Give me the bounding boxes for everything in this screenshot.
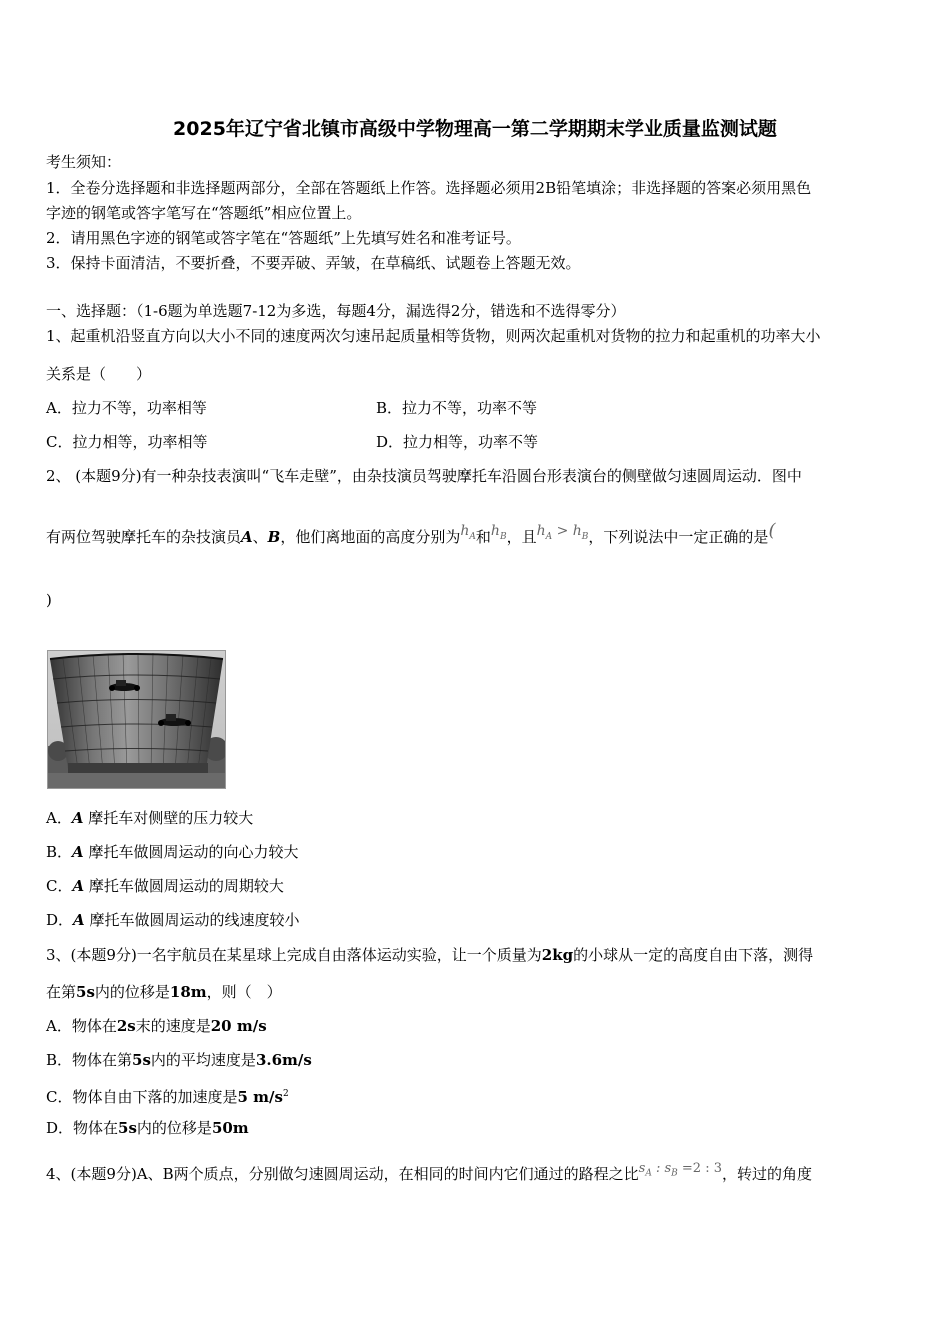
notice-heading: 考生须知： — [46, 153, 122, 171]
q1-option-b: B．拉力不等，功率不等 — [376, 399, 538, 417]
q1-stem-line-2: 关系是（ ） — [46, 365, 152, 383]
q2-close-paren: ) — [46, 591, 52, 609]
q1-option-d: D．拉力相等，功率不等 — [376, 433, 539, 451]
q2-text-d: ，下列说法中一定正确的是 — [588, 528, 769, 546]
q2-text-b: ，他们离地面的高度分别为 — [280, 528, 461, 546]
q2-open-paren: ( — [768, 520, 776, 541]
math-h-b: $h_B$ — [490, 523, 507, 542]
math-h-a: $h_A$ — [460, 523, 476, 542]
q2-stem-line-2 — [46, 520, 776, 554]
page-title: 2025年辽宁省北镇市高级中学物理高一第二学期期末学业质量监测试题 — [173, 118, 777, 140]
q2-performer-b: B — [267, 528, 281, 546]
cylindrical-stage-image — [48, 651, 225, 788]
q2-option-a: A．A 摩托车对侧壁的压力较大 — [46, 809, 254, 827]
wall-of-death-photo — [47, 650, 226, 789]
q1-option-a: A．拉力不等，功率相等 — [46, 399, 207, 417]
q2-text-a: 有两位驾驶摩托车的杂技演员 — [46, 528, 242, 546]
q2-option-b: B．A 摩托车做圆周运动的向心力较大 — [46, 843, 299, 861]
math-ratio: $s_A$ : $s_B =2$ : 3 — [638, 1161, 722, 1179]
q2-and: 和 — [475, 528, 491, 546]
q1-stem-line-1: 1、起重机沿竖直方向以大小不同的速度两次匀速吊起质量相等货物，则两次起重机对货物的拉力和起重机的功率大小 — [46, 327, 821, 345]
notice-item-2: 2．请用黑色字迹的钢笔或答字笔在“答题纸”上先填写姓名和准考证号。 — [46, 229, 521, 247]
q3-option-d: D．物体在5s内的位移是50m — [46, 1119, 249, 1137]
q2-option-d: D．A 摩托车做圆周运动的线速度较小 — [46, 911, 300, 929]
q2-text-c: ，且 — [506, 528, 537, 546]
q4-stem-line-1: 4、(本题9分)A、B两个质点，分别做匀速圆周运动，在相同的时间内它们通过的路程之比$s_A$ : $s_B =2$ : 3，转过的角度 — [46, 1161, 813, 1183]
q2-stem-line-1: 2、 (本题9分)有一种杂技表演叫“飞车走壁”，由杂技演员驾驶摩托车沿圆台形表演台的侧壁做匀速圆周运动．图中 — [46, 467, 802, 485]
q2-performer-a: A — [241, 528, 253, 546]
q3-stem-line-1: 3、(本题9分)一名宇航员在某星球上完成自由落体运动实验，让一个质量为2kg的小球从一定的高度自由下落，测得 — [46, 946, 814, 964]
q2-option-c: C．A 摩托车做圆周运动的周期较大 — [46, 877, 284, 895]
q2-sep: 、 — [252, 528, 268, 546]
q3-option-b: B．物体在第5s内的平均速度是3.6m/s — [46, 1051, 312, 1069]
q3-option-a: A．物体在2s末的速度是20 m/s — [46, 1017, 267, 1035]
notice-item-1-line-1: 1．全卷分选择题和非选择题两部分，全部在答题纸上作答。选择题必须用2B铅笔填涂；非选择题的答案必须用黑色 — [46, 179, 812, 197]
notice-item-1-line-2: 字迹的钢笔或答字笔写在“答题纸”相应位置上。 — [46, 204, 362, 222]
notice-item-3: 3．保持卡面清洁，不要折叠，不要弄破、弄皱，在草稿纸、试题卷上答题无效。 — [46, 254, 581, 272]
q1-option-c: C．拉力相等，功率相等 — [46, 433, 208, 451]
q3-stem-line-2: 在第5s内的位移是18m，则（ ） — [46, 983, 282, 1001]
math-inequality: $h_A > h_B$ — [536, 523, 589, 542]
q3-option-c: C．物体自由下落的加速度是5 $m/s^2$ — [46, 1088, 289, 1106]
section-heading: 一、选择题：（1-6题为单选题7-12为多选，每题4分，漏选得2分，错选和不选得零分） — [46, 302, 626, 320]
